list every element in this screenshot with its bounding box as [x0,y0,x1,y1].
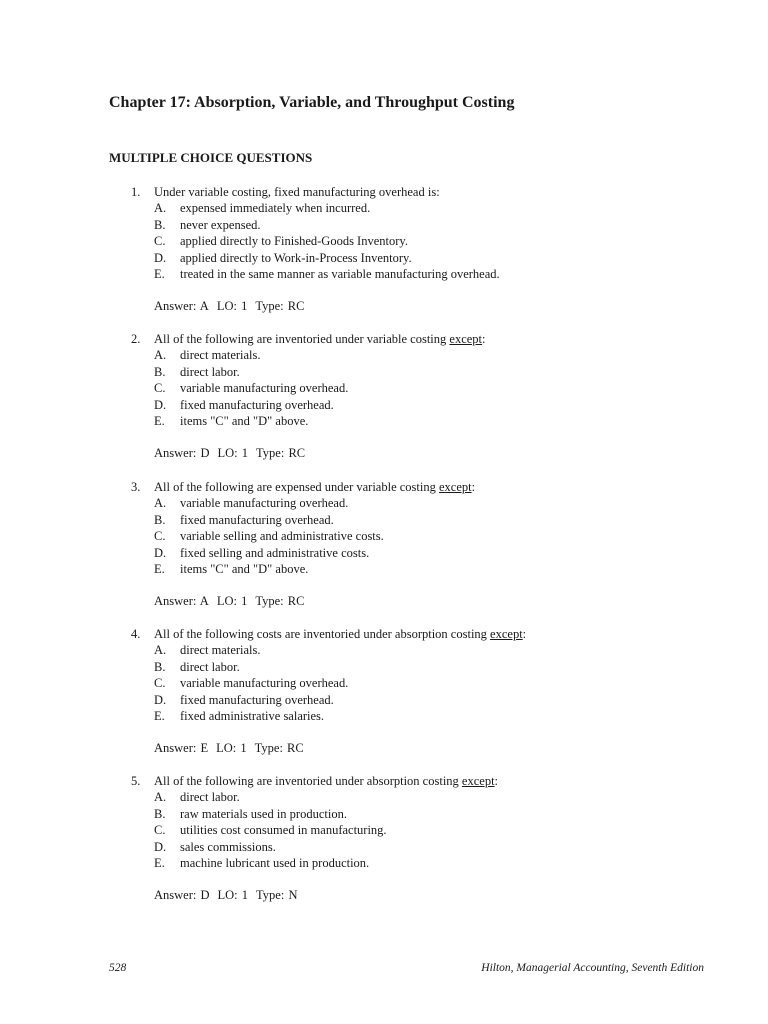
option-text: expensed immediately when incurred. [180,201,371,216]
question-type: Type: RC [255,594,305,608]
question-stem-suffix: : [482,332,486,346]
answer-option [0,642,768,658]
answer-option [0,495,768,511]
option-letter: E. [154,413,165,428]
option-text: variable manufacturing overhead. [180,381,349,396]
answer-option [0,250,768,266]
question-stem-emphasis: except [490,627,523,641]
answer-option [0,413,768,429]
option-letter: B. [154,512,166,527]
option-letter: A. [154,201,167,216]
option-letter: D. [154,250,167,265]
option-text: applied directly to Finished-Goods Inventory. [180,234,408,249]
learning-objective: LO: 1 [217,888,249,902]
answer-value: Answer: D [154,446,210,460]
option-text: raw materials used in production. [180,806,347,821]
answer-value: Answer: D [154,888,210,902]
option-text: direct materials. [180,643,261,658]
question-stem-emphasis: except [461,774,495,788]
answer-option [0,397,768,413]
option-letter: E. [154,708,165,723]
answer-option [0,822,768,838]
question-item [0,773,768,902]
learning-objective: LO: 1 [216,594,248,608]
option-text: variable manufacturing overhead. [180,676,349,691]
option-letter: E. [154,855,165,870]
question-stem-line [0,479,768,495]
answer-option [0,659,768,675]
option-letter: E. [154,266,165,281]
option-text: never expensed. [180,217,261,232]
answer-option [0,217,768,233]
question-stem-line [0,773,768,789]
answer-option [0,266,768,282]
option-letter: D. [154,545,167,560]
answer-option [0,806,768,822]
option-letter: C. [154,676,166,691]
answer-option [0,233,768,249]
learning-objective: LO: 1 [217,446,249,460]
learning-objective: LO: 1 [216,299,248,313]
option-text: sales commissions. [180,839,276,854]
option-text: direct labor. [180,790,240,805]
question-stem-line [0,331,768,347]
option-text: direct labor. [180,659,240,674]
answer-option [0,561,768,577]
answer-option [0,692,768,708]
answer-value: Answer: A [154,299,209,313]
answer-option [0,839,768,855]
option-text: direct labor. [180,364,240,379]
option-letter: A. [154,643,167,658]
question-stem [154,773,498,789]
option-text: fixed manufacturing overhead. [180,512,334,527]
option-letter: A. [154,348,167,363]
question-item [0,331,768,460]
question-type: Type: N [256,888,298,902]
option-text: treated in the same manner as variable manufacturing overhead. [180,266,500,281]
option-letter: A. [154,790,167,805]
question-stem [154,184,440,200]
question-type: Type: RC [255,299,305,313]
option-text: applied directly to Work-in-Process Inventory. [180,250,412,265]
answer-option [0,789,768,805]
option-text: fixed selling and administrative costs. [180,545,370,560]
question-number: 2. [131,332,141,346]
answer-option [0,855,768,871]
answer-value: Answer: E [154,741,209,755]
option-letter: D. [154,839,167,854]
question-stem-text: All of the following are inventoried under absorption costing [154,774,462,788]
question-type: Type: RC [256,446,306,460]
answer-option [0,545,768,561]
option-letter: A. [154,496,167,511]
question-stem-suffix: : [471,480,476,494]
question-stem [154,626,526,642]
option-letter: C. [154,234,166,249]
answer-option [0,200,768,216]
question-stem-text: All of the following are inventoried under variable costing [154,332,450,346]
question-number: 5. [131,774,141,788]
question-number: 1. [131,185,141,199]
answer-value: Answer: A [154,594,209,608]
answer-option [0,347,768,363]
question-stem-line [0,626,768,642]
book-title: Hilton, Managerial Accounting, Seventh Edition [481,962,704,974]
question-item [0,479,768,608]
option-letter: B. [154,217,166,232]
option-text: fixed administrative salaries. [180,708,325,723]
option-text: utilities cost consumed in manufacturing. [180,823,387,838]
option-letter: B. [154,364,166,379]
question-stem-text: All of the following are expensed under variable costing [154,480,439,494]
question-stem-suffix: : [494,774,499,788]
option-letter: C. [154,529,166,544]
question-stem [154,331,486,347]
question-stem-text: Under variable costing, fixed manufacturing overhead is: [154,185,440,199]
option-letter: C. [154,381,166,396]
answer-key [154,887,305,903]
question-number: 3. [131,480,141,494]
answer-option [0,380,768,396]
question-item [0,626,768,755]
question-stem-line [0,184,768,200]
option-text: fixed manufacturing overhead. [180,397,334,412]
answer-key [154,593,312,609]
option-text: variable manufacturing overhead. [180,496,349,511]
option-text: direct materials. [180,348,261,363]
option-letter: C. [154,823,166,838]
question-stem-text: All of the following costs are inventoried under absorption costing [154,627,491,641]
learning-objective: LO: 1 [216,741,247,755]
page-number: 528 [109,962,127,974]
question-type: Type: RC [254,741,304,755]
question-stem-suffix: : [522,627,527,641]
option-letter: D. [154,397,167,412]
question-stem-emphasis: except [438,480,472,494]
question-stem [154,479,475,495]
option-letter: B. [154,659,166,674]
answer-key [154,445,313,461]
option-text: machine lubricant used in production. [180,855,370,870]
question-stem-emphasis: except [449,332,483,346]
answer-option [0,528,768,544]
option-letter: E. [154,561,165,576]
option-text: fixed manufacturing overhead. [180,692,334,707]
option-text: variable selling and administrative costs. [180,529,384,544]
chapter-title: Chapter 17: Absorption, Variable, and Throughput Costing [109,94,515,111]
answer-option [0,675,768,691]
answer-option [0,364,768,380]
option-letter: D. [154,692,167,707]
answer-option [0,512,768,528]
option-letter: B. [154,806,166,821]
answer-key [154,298,312,314]
section-heading: MULTIPLE CHOICE QUESTIONS [109,150,313,165]
option-text: items "C" and "D" above. [180,561,309,576]
question-number: 4. [131,627,141,641]
answer-option [0,708,768,724]
answer-key [154,740,312,756]
question-item [0,184,768,313]
option-text: items "C" and "D" above. [180,413,309,428]
